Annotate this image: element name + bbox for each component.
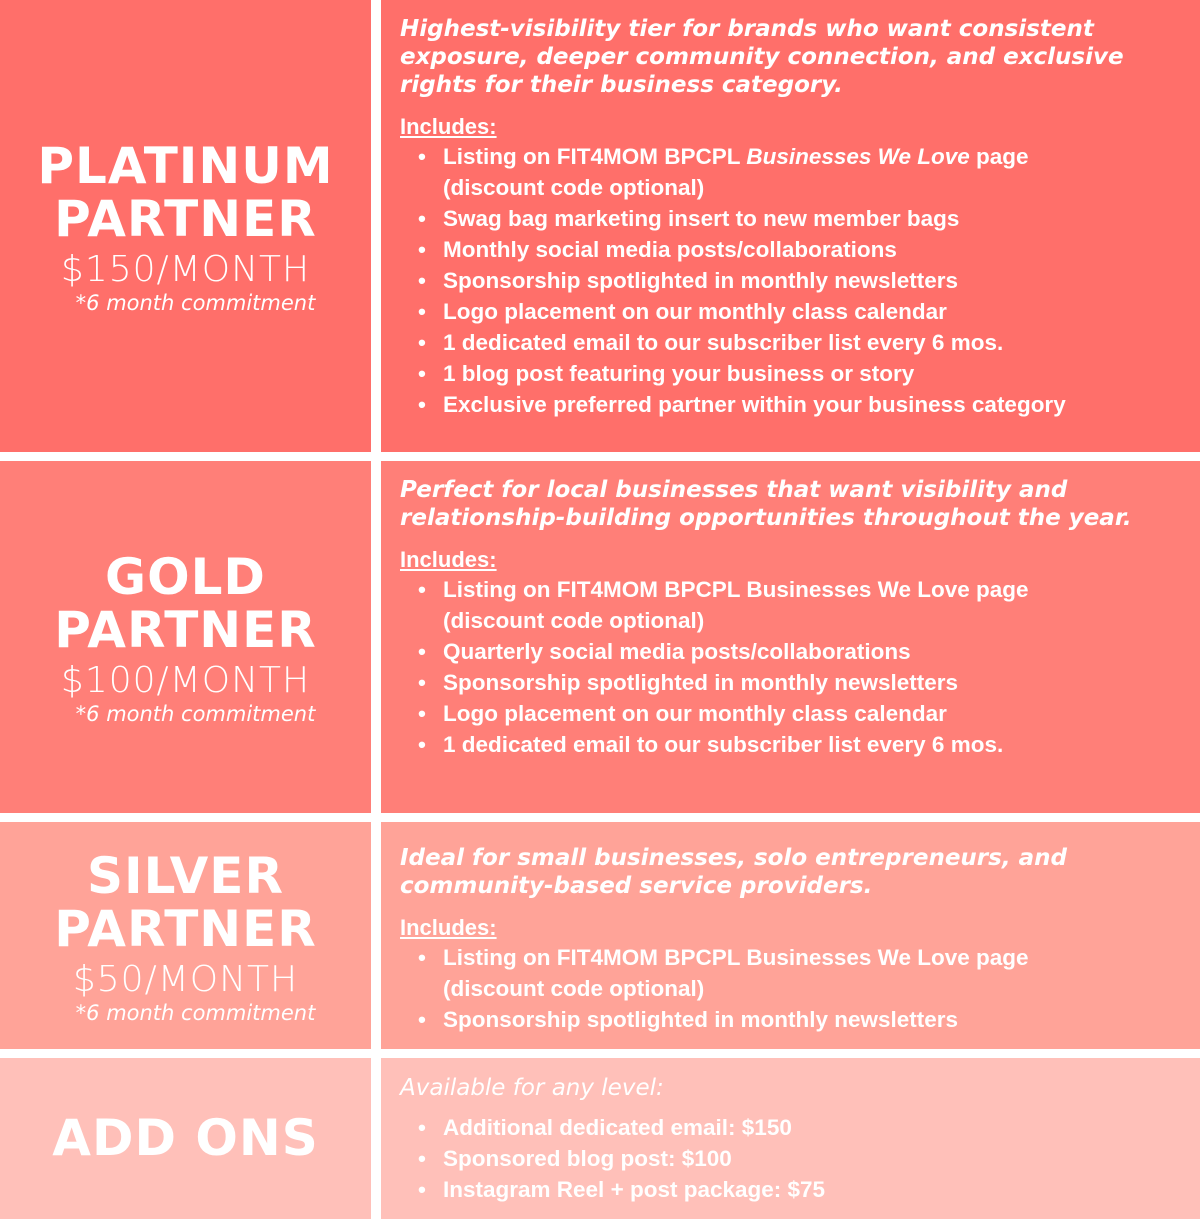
benefits-list xyxy=(400,141,1190,420)
item-text: 1 blog post featuring your business or story xyxy=(443,361,915,386)
tier-name xyxy=(54,548,317,659)
item-text: Sponsored blog post: $100 xyxy=(443,1146,732,1171)
tier-gold-header xyxy=(0,461,371,813)
item-text: Monthly social media posts/collaborations xyxy=(443,237,897,262)
bullet-icon: • xyxy=(418,392,426,417)
list-item xyxy=(400,667,1190,698)
tier-silver-row xyxy=(0,822,1200,1049)
item-text: Swag bag marketing insert to new member bags xyxy=(443,206,960,231)
list-item xyxy=(400,327,1190,358)
tier-name xyxy=(54,846,317,958)
item-text: Sponsorship spotlighted in monthly newsletters xyxy=(443,1007,959,1032)
tier-name-line2: PARTNER xyxy=(54,899,317,958)
item-text: Exclusive preferred partner within your business category xyxy=(443,392,1066,417)
list-item xyxy=(400,942,1190,1004)
item-text: Quarterly social media posts/collaborations xyxy=(443,639,911,664)
bullet-icon: • xyxy=(418,361,426,386)
tier-description: Highest-visibility tier for brands who want consistent exposure, deeper community connection, and exclusive rights for their business category. xyxy=(400,16,1124,98)
tier-commitment: *6 month commitment xyxy=(75,1000,316,1025)
item-text: 1 dedicated email to our subscriber list every 6 mos. xyxy=(443,732,1004,757)
tier-platinum-header xyxy=(0,0,371,452)
bullet-icon: • xyxy=(418,206,426,231)
tier-silver-header xyxy=(0,822,371,1049)
item-text: Additional dedicated email: $150 xyxy=(443,1115,792,1140)
list-item xyxy=(400,729,1190,760)
includes-label: Includes: xyxy=(400,547,497,572)
list-item xyxy=(400,358,1190,389)
bullet-icon: • xyxy=(418,732,426,757)
item-text-line2: (discount code optional) xyxy=(443,175,705,200)
list-item xyxy=(400,1143,1190,1174)
bullet-icon: • xyxy=(418,701,426,726)
includes-label: Includes: xyxy=(400,114,497,139)
item-text: Sponsorship spotlighted in monthly newsletters xyxy=(443,670,959,695)
bullet-icon: • xyxy=(418,268,426,293)
list-item xyxy=(400,234,1190,265)
bullet-icon: • xyxy=(418,1177,426,1202)
addons-title: ADD ONS xyxy=(52,1109,319,1167)
list-item xyxy=(400,1004,1190,1035)
addons-row xyxy=(0,1058,1200,1219)
list-item xyxy=(400,574,1190,636)
tier-name-line1: GOLD xyxy=(105,548,266,606)
list-item xyxy=(400,265,1190,296)
item-text: Instagram Reel + post package: $75 xyxy=(443,1177,826,1202)
list-item xyxy=(400,296,1190,327)
bullet-icon: • xyxy=(418,1146,426,1171)
addons-list xyxy=(400,1112,1190,1205)
tier-name-line2: PARTNER xyxy=(54,601,317,659)
item-text: Listing on FIT4MOM BPCPL Businesses We Love page xyxy=(443,945,1029,970)
tier-price: $150/MONTH xyxy=(60,249,311,290)
tier-description: Ideal for small businesses, solo entrepreneurs, and community-based service providers. xyxy=(400,845,1067,899)
includes-label: Includes: xyxy=(400,915,497,940)
tier-platinum-details xyxy=(381,0,1200,452)
bullet-icon: • xyxy=(418,299,426,324)
item-emphasis: Businesses We Love xyxy=(746,144,970,169)
tier-name xyxy=(37,137,334,248)
tier-name-line1: PLATINUM xyxy=(37,137,334,195)
item-text: 1 dedicated email to our subscriber list every 6 mos. xyxy=(443,330,1004,355)
tier-name-line1: SILVER xyxy=(87,846,284,905)
tier-description: Perfect for local businesses that want visibility and relationship-building opportunities throughout the year. xyxy=(400,477,1132,531)
list-item xyxy=(400,203,1190,234)
list-item xyxy=(400,389,1190,420)
bullet-icon: • xyxy=(418,577,426,602)
tier-gold-details xyxy=(381,461,1200,813)
item-text-line2: (discount code optional) xyxy=(443,976,705,1001)
item-text: page xyxy=(969,144,1029,169)
benefits-list xyxy=(400,574,1190,760)
bullet-icon: • xyxy=(418,670,426,695)
bullet-icon: • xyxy=(418,639,426,664)
tier-silver-details xyxy=(381,822,1200,1049)
tier-price: $100/MONTH xyxy=(60,660,311,701)
list-item xyxy=(400,698,1190,729)
item-text: Sponsorship spotlighted in monthly newsletters xyxy=(443,268,959,293)
bullet-icon: • xyxy=(418,945,426,970)
bullet-icon: • xyxy=(418,1115,426,1140)
item-text: Logo placement on our monthly class calendar xyxy=(443,299,947,324)
list-item xyxy=(400,1112,1190,1143)
bullet-icon: • xyxy=(418,237,426,262)
bullet-icon: • xyxy=(418,330,426,355)
tier-platinum-row xyxy=(0,0,1200,452)
bullet-icon: • xyxy=(418,144,426,169)
tier-gold-row xyxy=(0,461,1200,813)
list-item xyxy=(400,1174,1190,1205)
tier-commitment: *6 month commitment xyxy=(75,291,316,315)
benefits-list xyxy=(400,942,1190,1035)
item-text: Logo placement on our monthly class calendar xyxy=(443,701,947,726)
addons-header xyxy=(0,1058,371,1219)
list-item xyxy=(400,141,1190,203)
bullet-icon: • xyxy=(418,1007,426,1032)
item-text: Listing on FIT4MOM BPCPL xyxy=(443,144,747,169)
item-text: Listing on FIT4MOM BPCPL Businesses We Love page xyxy=(443,577,1029,602)
addons-description: Available for any level: xyxy=(400,1075,664,1101)
tier-commitment: *6 month commitment xyxy=(75,702,316,726)
item-text-line2: (discount code optional) xyxy=(443,608,705,633)
list-item xyxy=(400,636,1190,667)
tier-price: $50/MONTH xyxy=(72,958,299,1000)
tier-name-line2: PARTNER xyxy=(54,190,317,248)
addons-details xyxy=(381,1058,1200,1219)
